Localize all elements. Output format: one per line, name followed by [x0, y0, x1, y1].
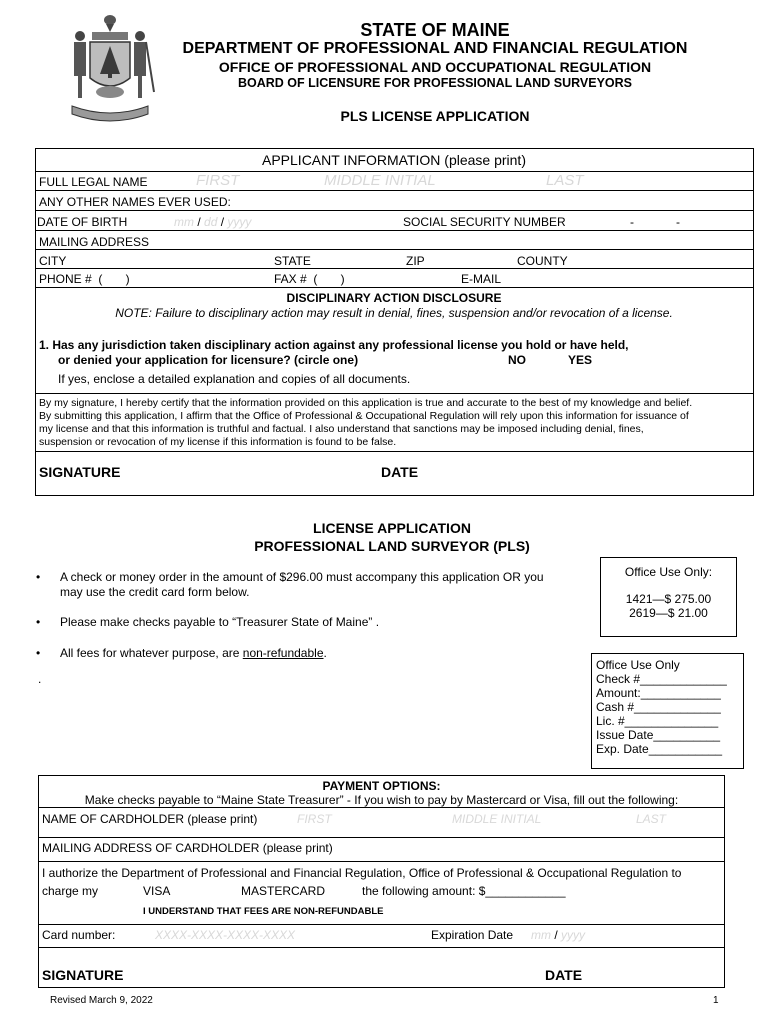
mastercard-option[interactable]: MASTERCARD [241, 884, 326, 898]
full-name-label: FULL LEGAL NAME [39, 175, 148, 189]
payment-date-label: DATE [545, 967, 583, 983]
email-label: E-MAIL [461, 272, 502, 286]
cardholder-first-field[interactable]: FIRST [297, 812, 332, 826]
answer-yes-option[interactable]: YES [568, 353, 593, 367]
mailing-address-label: MAILING ADDRESS [39, 235, 150, 249]
expiration-label: Expiration Date [431, 928, 514, 942]
authorization-row [39, 861, 724, 925]
certification-line: By submitting this application, I affirm that the Office of Professional & Occupational Regulation will rely upon this information for issuance of [39, 410, 689, 422]
board-title: BOARD OF LICENSURE FOR PROFESSIONAL LAND SURVEYORS [237, 76, 633, 90]
signature-row [36, 451, 753, 495]
nonrefundable-notice: I UNDERSTAND THAT FEES ARE NON-REFUNDABLE [143, 906, 384, 917]
license-title-1: LICENSE APPLICATION [313, 520, 471, 536]
revised-date: Revised March 9, 2022 [50, 995, 153, 1006]
fax-label: FAX # ( ) [274, 272, 345, 286]
ssn-dash: - [676, 215, 680, 229]
other-names-label: ANY OTHER NAMES EVER USED: [39, 195, 231, 209]
certification-line: suspension or revocation of my license if this information is found to be false. [39, 436, 397, 448]
date-label: DATE [381, 464, 419, 480]
visa-option[interactable]: VISA [143, 884, 171, 898]
county-label: COUNTY [517, 254, 568, 268]
applicant-section-title: APPLICANT INFORMATION (please print) [262, 152, 526, 168]
stray-dot: . [38, 672, 42, 686]
cardholder-label: NAME OF CARDHOLDER (please print) [42, 812, 258, 826]
mailing-row [36, 230, 753, 250]
certification-line: By my signature, I hereby certify that the information provided on this application is true and accurate to the best of my knowledge and belief. [39, 397, 693, 409]
charge-amount-field[interactable]: the following amount: $____________ [362, 884, 566, 898]
disciplinary-question-line1: 1. Has any jurisdiction taken disciplinary action against any professional license you hold or have held, [39, 338, 629, 352]
office-use-title: Office Use Only [596, 658, 680, 672]
license-title-2: PROFESSIONAL LAND SURVEYOR (PLS) [254, 538, 530, 554]
bullet-check-amount [60, 570, 544, 600]
full-name-first-field[interactable]: FIRST [196, 172, 240, 189]
bullet-text: A check or money order in the amount of $296.00 must accompany this application OR you [60, 570, 544, 584]
signature-label: SIGNATURE [39, 464, 121, 480]
charge-my-label: charge my [42, 884, 99, 898]
state-title: STATE OF MAINE [360, 20, 510, 40]
dob-year-field[interactable]: yyyy [227, 215, 252, 229]
payment-title: PAYMENT OPTIONS: [322, 779, 441, 793]
bullet-icon: • [36, 615, 41, 629]
card-number-field[interactable]: XXXX-XXXX-XXXX-XXXX [155, 928, 296, 942]
cardholder-middle-field[interactable]: MIDDLE INITIAL [452, 812, 542, 826]
payment-signature-label: SIGNATURE [42, 967, 124, 983]
cardholder-row [39, 807, 724, 838]
disciplinary-title: DISCIPLINARY ACTION DISCLOSURE [286, 291, 502, 305]
office-title: OFFICE OF PROFESSIONAL AND OCCUPATIONAL REGULATION [218, 59, 652, 75]
full-name-last-field[interactable]: LAST [546, 172, 584, 189]
office-use-title: Office Use Only: [624, 565, 713, 579]
certification-line: my license and that this information is truthful and factual. I also understand that sanctions may be imposed including denial, fines, [39, 423, 644, 435]
cardholder-mailing-label: MAILING ADDRESS OF CARDHOLDER (please print) [42, 841, 333, 855]
city-label: CITY [39, 254, 67, 268]
phone-row [36, 268, 753, 288]
applicant-section [35, 148, 754, 496]
disciplinary-question-line2: or denied your application for licensure? (circle one) [58, 353, 359, 367]
bullet-text: . [323, 646, 327, 660]
full-name-middle-field[interactable]: MIDDLE INITIAL [324, 172, 436, 189]
bullet-icon: • [36, 646, 41, 660]
dob-separator: / [220, 215, 225, 229]
office-lic-field: Lic. #______________ [596, 714, 719, 728]
expiration-separator: / [554, 928, 558, 942]
cardholder-mailing-row [39, 837, 724, 862]
cardholder-last-field[interactable]: LAST [636, 812, 667, 826]
expiration-year-field[interactable]: yyyy [561, 928, 586, 942]
city-row [36, 249, 753, 269]
full-name-row [36, 171, 753, 191]
office-cash-field: Cash #_____________ [596, 700, 721, 714]
ssn-label: SOCIAL SECURITY NUMBER [403, 215, 566, 229]
answer-no-option[interactable]: NO [508, 353, 526, 367]
bullet-icon: • [36, 570, 41, 584]
dob-ssn-row [36, 210, 753, 231]
phone-label: PHONE # ( ) [39, 272, 130, 286]
disciplinary-note: NOTE: Failure to disciplinary action may result in denial, fines, suspension and/or revocation of a license. [115, 306, 673, 320]
bullet-nonrefundable [60, 646, 327, 661]
dob-separator: / [197, 215, 201, 229]
payment-instructions: Make checks payable to “Maine State Treasurer” - If you wish to pay by Mastercard or Visa, fill out the following: [84, 793, 679, 807]
payment-section [38, 775, 725, 988]
maine-state-seal [62, 12, 158, 124]
bullet-payable: Please make checks payable to “Treasurer State of Maine” . [60, 615, 380, 629]
office-issue-date-field: Issue Date__________ [596, 728, 721, 742]
authorization-text: I authorize the Department of Professional and Financial Regulation, Office of Professional & Occupational Regulation to [42, 866, 682, 880]
bullet-underlined: non-refundable [242, 646, 324, 660]
state-label: STATE [274, 254, 311, 268]
payment-signature-row [39, 947, 724, 988]
fee-line-1421: 1421—$ 275.00 [625, 592, 712, 606]
certification-text [36, 393, 753, 452]
expiration-month-field[interactable]: mm [531, 928, 551, 942]
department-title: DEPARTMENT OF PROFESSIONAL AND FINANCIAL REGULATION [182, 40, 688, 57]
page-number: 1 [713, 995, 719, 1006]
office-use-box-fees [600, 557, 737, 637]
disciplinary-if-yes: If yes, enclose a detailed explanation and copies of all documents. [58, 372, 411, 386]
office-amount-field: Amount:____________ [596, 686, 721, 700]
form-title: PLS LICENSE APPLICATION [340, 108, 530, 124]
fee-line-2619: 2619—$ 21.00 [629, 606, 708, 620]
office-use-box-processing [591, 653, 744, 769]
expiration-field[interactable] [531, 928, 585, 942]
ssn-dash: - [630, 215, 634, 229]
dob-month-field[interactable]: mm [174, 215, 194, 229]
dob-field[interactable] [174, 215, 251, 229]
office-check-field: Check #_____________ [596, 672, 727, 686]
zip-label: ZIP [406, 254, 425, 268]
office-exp-date-field: Exp. Date___________ [596, 742, 723, 756]
bullet-text: may use the credit card form below. [60, 585, 250, 599]
card-number-label: Card number: [42, 928, 116, 942]
bullet-text: All fees for whatever purpose, are [60, 646, 243, 660]
disciplinary-section [36, 287, 753, 393]
other-names-row [36, 190, 753, 211]
card-number-row [39, 924, 724, 948]
dob-label: DATE OF BIRTH [37, 215, 128, 229]
dob-day-field[interactable]: dd [204, 215, 218, 229]
